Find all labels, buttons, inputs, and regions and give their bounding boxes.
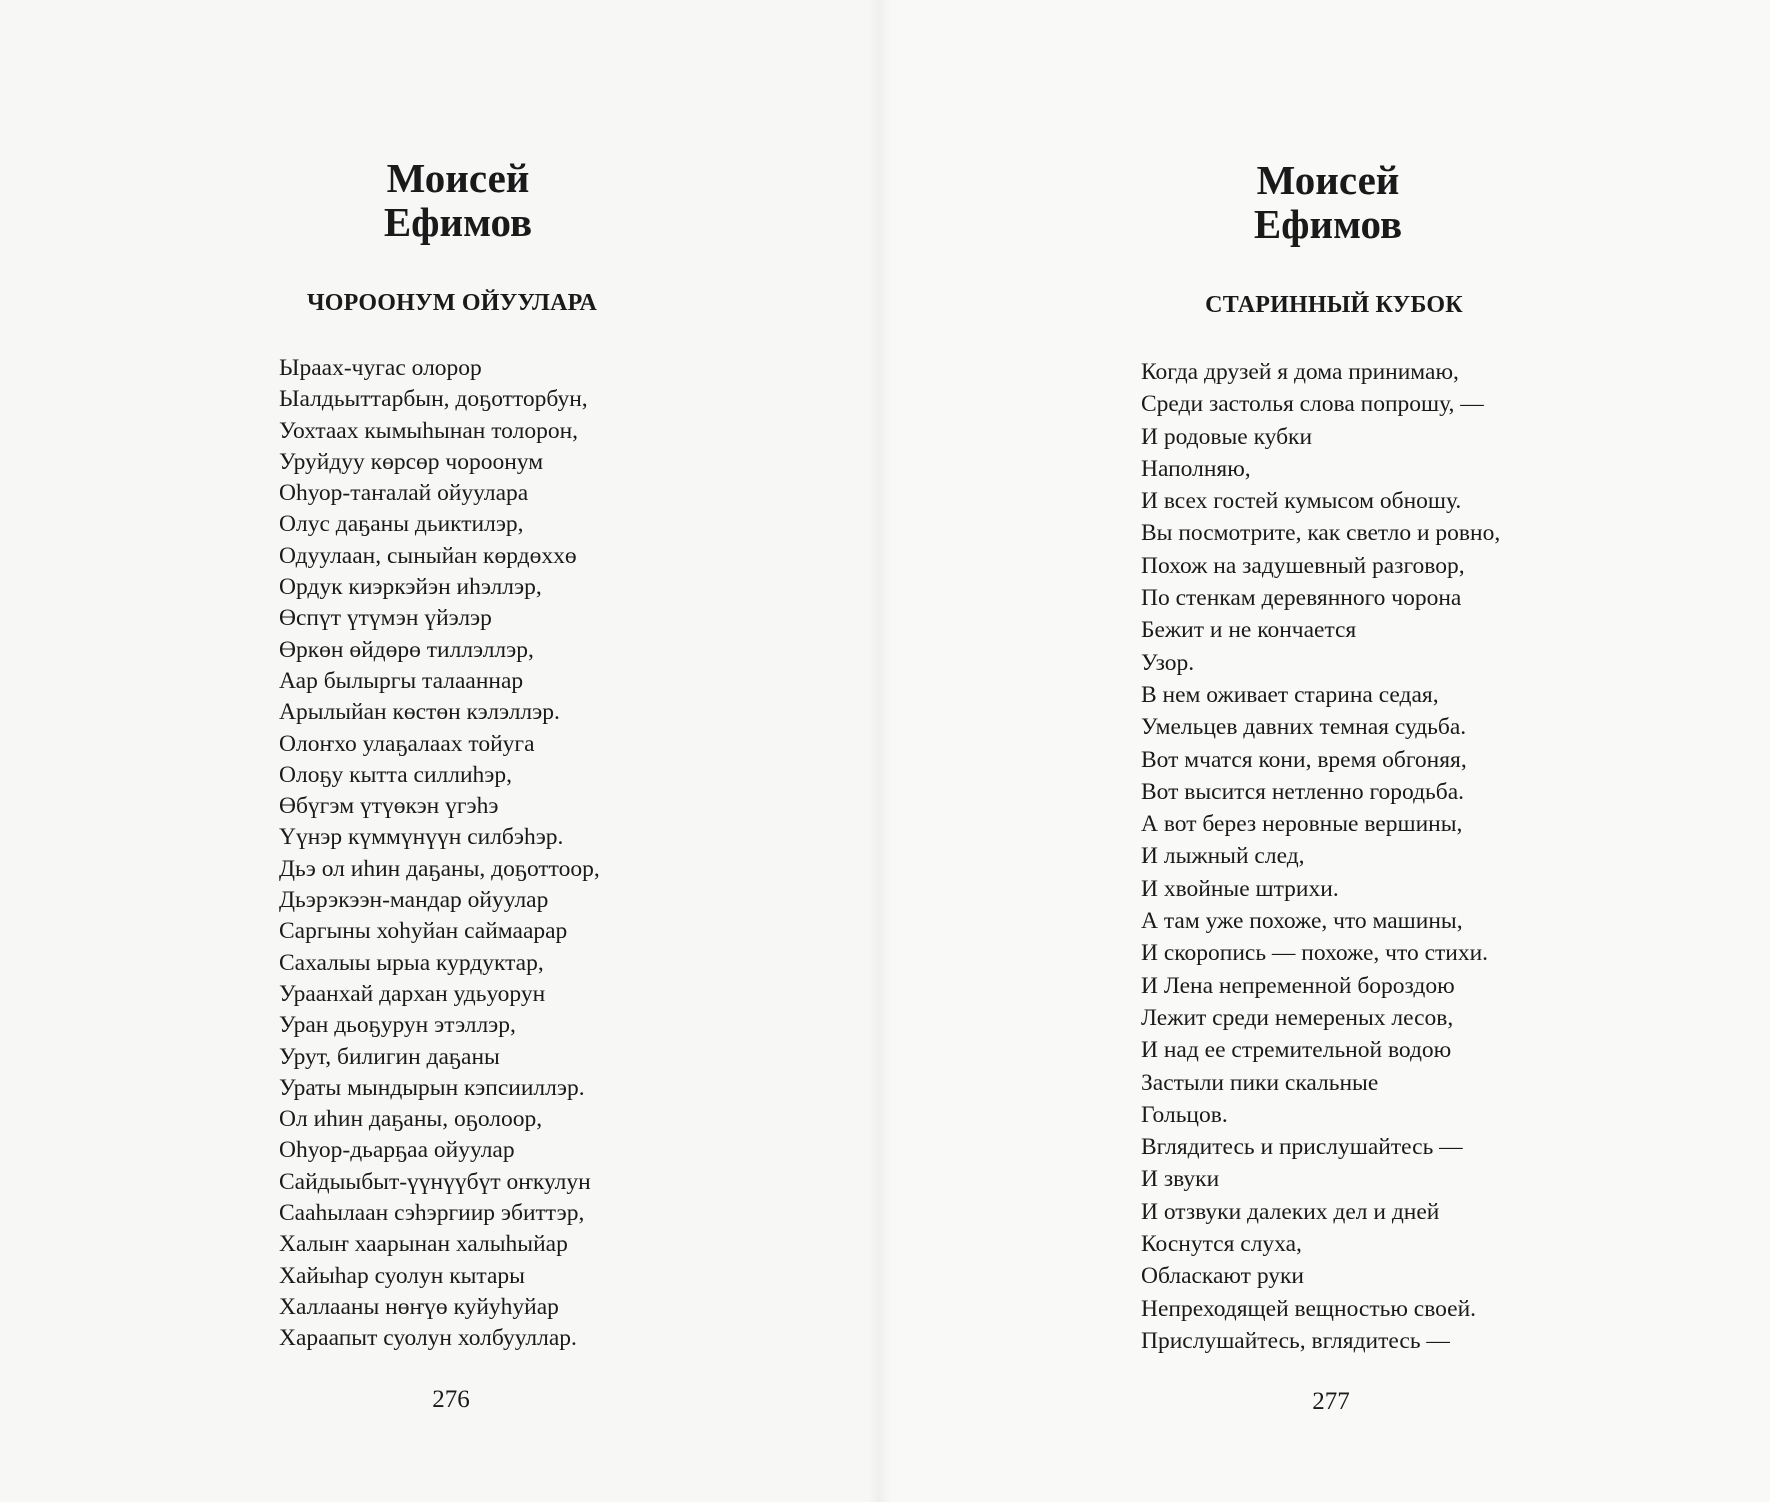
left-page [0,0,880,1502]
verse-line: Олоҥхо улаҕалаах тойуга [279,730,535,757]
book-gutter [868,0,892,1502]
page-number: 277 [1312,1388,1350,1415]
verse-line: И родовые кубки [1141,423,1313,450]
author-last-name: Ефимов [383,199,533,245]
verse-line: Ыалдьыттарбын, доҕотторбун, [279,386,588,413]
poem-title: ЧОРООНУМ ОЙУУЛАРА [306,290,597,316]
verse-line: Коснутся слуха, [1141,1231,1302,1258]
verse-line: Өркөн өйдөрө тиллэллэр, [279,636,534,663]
verse-line: Оһуор-таҥалай ойуулара [279,480,529,507]
verse-line: Хараапыт суолун холбууллар. [279,1325,577,1352]
verse-line: Застыли пики скальные [1141,1069,1379,1096]
verse-line: Уран дьоҕурун этэллэр, [279,1012,516,1039]
verse-line: Ыраах-чугас олорор [279,355,482,381]
verse-line: Вглядитесь и прислушайтесь — [1141,1134,1463,1161]
verse-line: Уруйдуу көрсөр чороонум [279,448,544,475]
verse-line: Урут, билигин даҕаны [279,1043,500,1070]
verse-line: Аар былыргы талааннар [279,667,524,694]
author-name [1128,158,1528,246]
verse-line: Ордук киэркэйэн иһэллэр, [279,574,542,601]
verse-line: Саргыны хоһуйан саймаарар [279,918,568,945]
verse-line: Когда друзей я дома принимаю, [1141,359,1459,385]
verse-line: Сахалыы ырыа курдуктар, [279,949,544,976]
verse-line: Ураты мындырын кэпсииллэр. [279,1074,585,1101]
verse-line: И скоропись — похоже, что стихи. [1141,940,1489,967]
verse-line: Вот мчатся кони, время обгоняя, [1141,746,1467,773]
verse-line: Ураанхай дархан удьуорун [279,980,546,1007]
verse-line: Сайдыыбыт-үүнүүбүт оҥкулун [279,1168,591,1195]
verse-line: Олус даҕаны дьиктилэр, [279,511,524,538]
verse-line: Халлааны нөҥүө куйуһуйар [279,1293,559,1320]
verse-line: Вот высится нетленно городьба. [1141,778,1465,805]
verse-line: Среди застолья слова попрошу, — [1141,391,1484,418]
verse-line: Хайыһар суолун кытары [279,1262,525,1289]
verse-line: Лежит среди немереных лесов, [1141,1004,1454,1031]
author-name [258,156,658,244]
verse-line: Сааһылаан сэһэргиир эбиттэр, [279,1200,585,1227]
poem-title: СТАРИННЫЙ КУБОК [1205,292,1463,318]
verse-line: Халыҥ хаарынан халыһыйар [279,1231,568,1258]
verse-line: И всех гостей кумысом обношу. [1141,488,1462,515]
verse-line: Бежит и не кончается [1141,617,1357,644]
verse-line: И хвойные штрихи. [1141,875,1339,902]
verse-line: А там уже похоже, что машины, [1141,908,1463,935]
verse-line: Ол иһин даҕаны, оҕолоор, [279,1106,543,1133]
author-first-name: Моисей [1256,157,1400,203]
verse-line: И Лена непременной бороздою [1141,972,1455,999]
verse-line: И лыжный след, [1141,843,1305,870]
verse-line: И отзвуки далеких дел и дней [1141,1198,1440,1225]
verse-line: Одуулаан, сыныйан көрдөххө [279,542,577,569]
verse-line: И звуки [1141,1166,1220,1193]
verse-line: Гольцов. [1141,1101,1228,1128]
verse-line: Умельцев давних темная судьба. [1141,714,1467,741]
verse-line: Олоҕу кытта силлиһэр, [279,761,513,788]
verse-line: Арылыйан көстөн кэлэллэр. [279,699,560,726]
verse-line: Уохтаах кымыһынан толорон, [279,417,579,444]
verse-line: По стенкам деревянного чорона [1141,585,1462,612]
verse-line: Прислушайтесь, вглядитесь — [1141,1327,1450,1354]
verse-line: Наполняю, [1141,455,1251,482]
verse-line: В нем оживает старина седая, [1141,681,1439,708]
verse-line: Обласкают руки [1141,1263,1304,1290]
verse-line: Узор. [1141,649,1195,676]
verse-line: Өспүт үтүмэн үйэлэр [279,605,492,632]
verse-line: Оһуор-дьарҕаа ойуулар [279,1137,515,1164]
verse-line: Дьэ ол иһин даҕаны, доҕоттоор, [279,855,600,882]
verse-line: Похож на задушевный разговор, [1141,552,1465,579]
author-first-name: Моисей [386,155,530,201]
verse-line: Өбүгэм үтүөкэн үгэһэ [279,793,499,820]
verse-line: Непреходящей вещностью своей. [1141,1295,1477,1322]
verse-line: Үүнэр күммүнүүн силбэһэр. [279,824,564,851]
verse-line: И над ее стремительной водою [1141,1037,1452,1064]
author-last-name: Ефимов [1253,201,1403,247]
page-number: 276 [432,1386,470,1413]
poem-verse [1141,356,1500,1357]
verse-line: Вы посмотрите, как светло и ровно, [1141,520,1501,547]
verse-line: Дьэрэкээн-мандар ойуулар [279,887,549,914]
poem-verse [279,353,600,1355]
verse-line: А вот берез неровные вершины, [1141,811,1463,838]
right-page [880,0,1770,1502]
